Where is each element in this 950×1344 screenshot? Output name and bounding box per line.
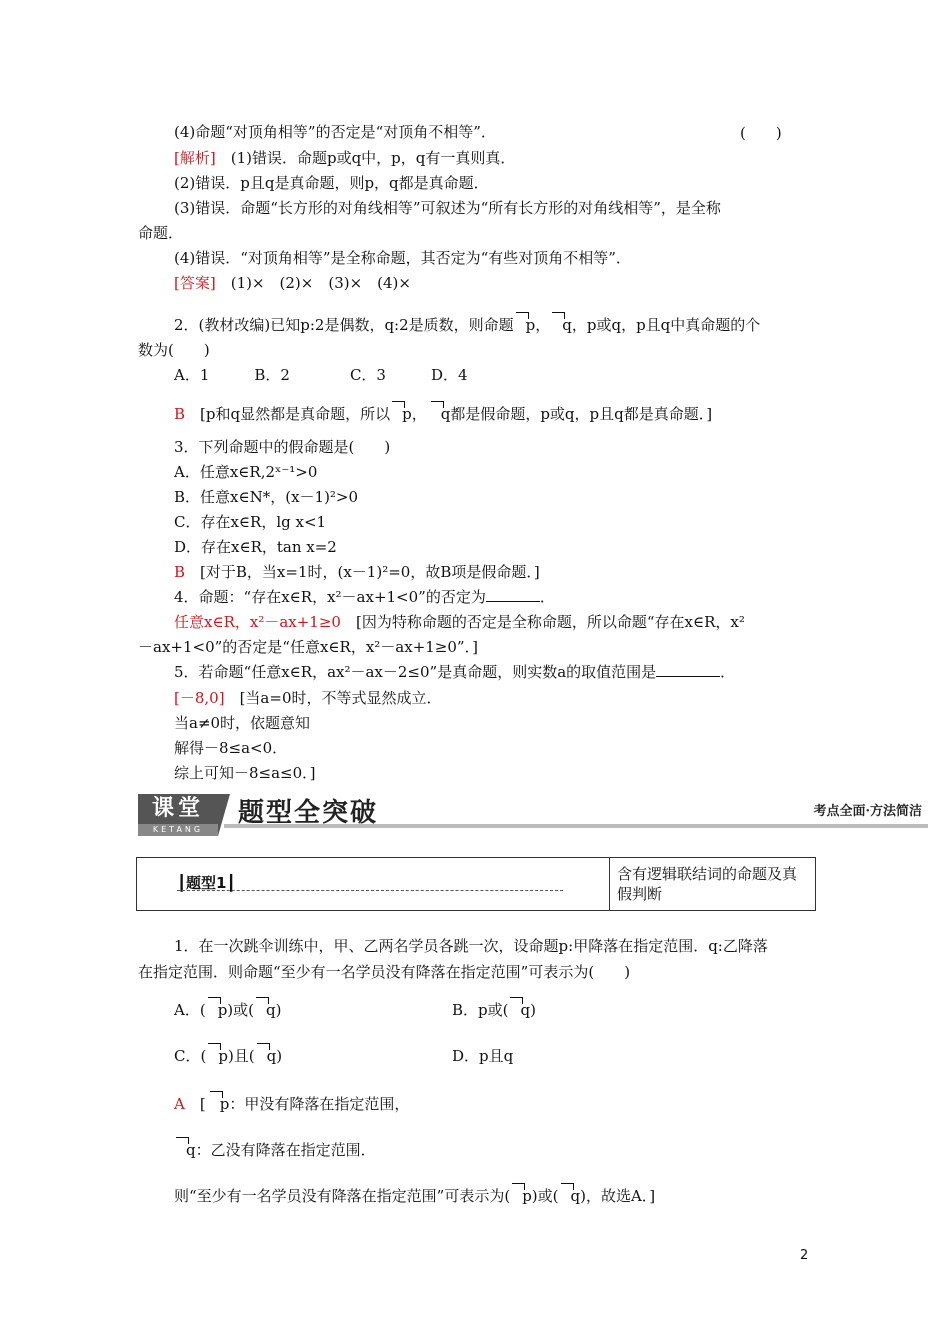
box-divider	[609, 858, 610, 910]
option-d: D．p且q	[452, 1047, 514, 1065]
dashed-rule	[177, 890, 563, 891]
banner-label: 课堂	[138, 794, 218, 824]
text-line: 当a≠0时，依题意知	[174, 714, 311, 732]
section-banner	[138, 790, 928, 838]
text-line: 命题．	[138, 224, 184, 242]
fill-blank	[486, 587, 540, 602]
question-4-solution-cont: －ax+1<0”的否定是“任意x∈R，x²－ax+1≥0”．]	[138, 638, 478, 656]
type-label: ┃题型1┃	[177, 874, 236, 892]
banner-sublabel: KETANG	[138, 824, 218, 836]
option-c: C．存在x∈R，lg x<1	[174, 513, 327, 531]
problem-1-stem: 1．在一次跳伞训练中，甲、乙两名学员各跳一次，设命题p:甲降落在指定范围．q:乙降落	[174, 937, 768, 955]
answer-line: [答案] (1)× (2)× (3)× (4)×	[174, 274, 411, 292]
text-line: 解得－8≤a<0．	[174, 739, 288, 757]
question-2-options: A．1 B．2 C．3 D．4	[174, 366, 468, 384]
option-b: B．p或( q)	[452, 1001, 536, 1019]
answer-paren: ( )	[740, 124, 782, 142]
analysis-tag: [解析]	[174, 149, 216, 167]
question-5-solution: [－8,0] [当a=0时，不等式显然成立．	[174, 689, 442, 707]
banner-tagline: 考点全面·方法简洁	[813, 804, 922, 819]
option-a: A．任意x∈R,2ˣ⁻¹>0	[174, 463, 318, 481]
question-3-solution: B [对于B，当x=1时，(x－1)²=0，故B项是假命题．]	[174, 563, 540, 581]
text-line: (2)错误．p且q是真命题，则p，q都是真命题．	[174, 174, 489, 192]
type-title: 含有逻辑联结词的命题及真假判断	[617, 865, 798, 903]
option-c: C．( p)且( q)	[174, 1047, 283, 1065]
question-type-box	[136, 857, 816, 911]
question-3: 3．下列命题中的假命题是( )	[174, 438, 391, 456]
question-4: 4．命题：“存在x∈R，x²－ax+1<0”的否定为 ．	[174, 588, 555, 606]
solution-line: q：乙没有降落在指定范围．	[186, 1141, 376, 1159]
question-2-solution: B [p和q显然都是真命题，所以 p， q都是假命题，p或q，p且q都是真命题．]	[174, 405, 713, 423]
analysis-line: [解析] (1)错误．命题p或q中，p，q有一真则真．	[174, 149, 516, 167]
page-number: 2	[800, 1248, 809, 1263]
text-line: (4)命题“对顶角相等”的否定是“对顶角不相等”．	[174, 123, 496, 141]
question-4-solution: 任意x∈R，x²－ax+1≥0 [因为特称命题的否定是全称命题，所以命题“存在x∈R，x²	[174, 613, 745, 631]
solution-line: 则“至少有一名学员没有降落在指定范围”可表示为( p)或( q)，故选A．]	[174, 1187, 656, 1205]
banner-arrow-shape	[218, 794, 230, 836]
option-b: B．任意x∈N*，(x－1)²>0	[174, 488, 359, 506]
problem-1-solution: A [ p：甲没有降落在指定范围，	[174, 1095, 410, 1113]
text-line: (4)错误．“对顶角相等”是全称命题，其否定为“有些对顶角不相等”．	[174, 249, 631, 267]
question-2-cont: 数为( )	[138, 341, 210, 359]
option-d: D．存在x∈R，tan x=2	[174, 538, 337, 556]
answer-tag: [答案]	[174, 274, 216, 292]
option-a: A．( p)或( q)	[174, 1001, 282, 1019]
text-line: (3)错误．命题“长方形的对角线相等”可叙述为“所有长方形的对角线相等”，是全称	[174, 199, 721, 217]
question-2: 2．(教材改编)已知p:2是偶数，q:2是质数，则命题 p， q，p或q，p且q中真命题的个	[174, 316, 761, 334]
fill-blank	[656, 662, 720, 677]
problem-1-stem-cont: 在指定范围．则命题“至少有一名学员没有降落在指定范围”可表示为( )	[138, 963, 631, 981]
question-5: 5．若命题“任意x∈R，ax²－ax－2≤0”是真命题，则实数a的取值范围是 ．	[174, 663, 736, 681]
text-line: 综上可知－8≤a≤0．]	[174, 764, 316, 782]
banner-title: 题型全突破	[238, 798, 379, 828]
